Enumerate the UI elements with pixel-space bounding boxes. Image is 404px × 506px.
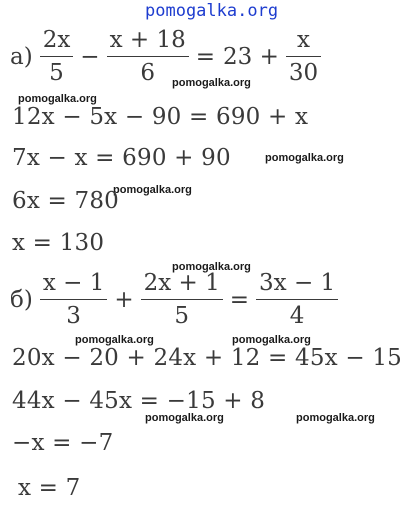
fraction-a1-numerator: 2x [42, 27, 71, 53]
step-a-4: x = 130 [12, 230, 105, 256]
equation-b [10, 270, 341, 330]
fraction-a3-numerator: x [297, 27, 310, 53]
operator-a1: − [80, 43, 100, 70]
watermark: pomogalka.org [172, 261, 251, 273]
watermark: pomogalka.org [18, 93, 97, 105]
step-b-1: 20x − 20 + 24x + 12 = 45x − 15 [12, 345, 402, 371]
fraction-a3 [286, 27, 321, 87]
fraction-bar [40, 56, 74, 57]
fraction-b1 [40, 270, 108, 330]
fraction-bar [286, 56, 321, 57]
step-a-2: 7x − x = 690 + 90 [12, 145, 231, 171]
fraction-a2-numerator: x + 18 [109, 27, 186, 53]
step-a-1: 12x − 5x − 90 = 690 + x [12, 104, 309, 130]
fraction-a1-denominator: 5 [49, 60, 64, 87]
fraction-a3-denominator: 30 [288, 60, 319, 87]
fraction-b2-numerator: 2x + 1 [143, 270, 220, 296]
fraction-bar [40, 299, 108, 300]
fraction-bar [141, 299, 223, 300]
operator-b1: + [114, 286, 134, 313]
watermark: pomogalka.org [296, 412, 375, 424]
step-b-2: 44x − 45x = −15 + 8 [12, 388, 266, 414]
rhs-constant-a: 23 + [223, 43, 279, 70]
watermark: pomogalka.org [113, 184, 192, 196]
equation-a [10, 27, 324, 87]
step-b-4: x = 7 [18, 475, 81, 501]
fraction-b3-numerator: 3x − 1 [259, 270, 336, 296]
fraction-a2-denominator: 6 [140, 60, 155, 87]
watermark: pomogalka.org [265, 152, 344, 164]
watermark-top: pomogalka.org [145, 1, 279, 21]
fraction-a1 [40, 27, 74, 87]
equals-sign-a: = [195, 43, 215, 70]
watermark: pomogalka.org [75, 334, 154, 346]
step-b-3: −x = −7 [12, 430, 114, 456]
fraction-bar [107, 56, 189, 57]
part-b-label: б) [10, 286, 33, 313]
fraction-b3 [256, 270, 338, 330]
fraction-b1-denominator: 3 [66, 303, 81, 330]
watermark: pomogalka.org [232, 334, 311, 346]
fraction-b2 [141, 270, 223, 330]
part-a-label: а) [10, 43, 33, 70]
fraction-bar [256, 299, 338, 300]
fraction-b2-denominator: 5 [174, 303, 189, 330]
fraction-b3-denominator: 4 [289, 303, 305, 330]
fraction-b1-numerator: x − 1 [42, 270, 105, 296]
step-a-3: 6x = 780 [12, 188, 119, 214]
equals-sign-b: = [229, 286, 250, 313]
watermark: pomogalka.org [172, 77, 251, 89]
watermark: pomogalka.org [145, 412, 224, 424]
